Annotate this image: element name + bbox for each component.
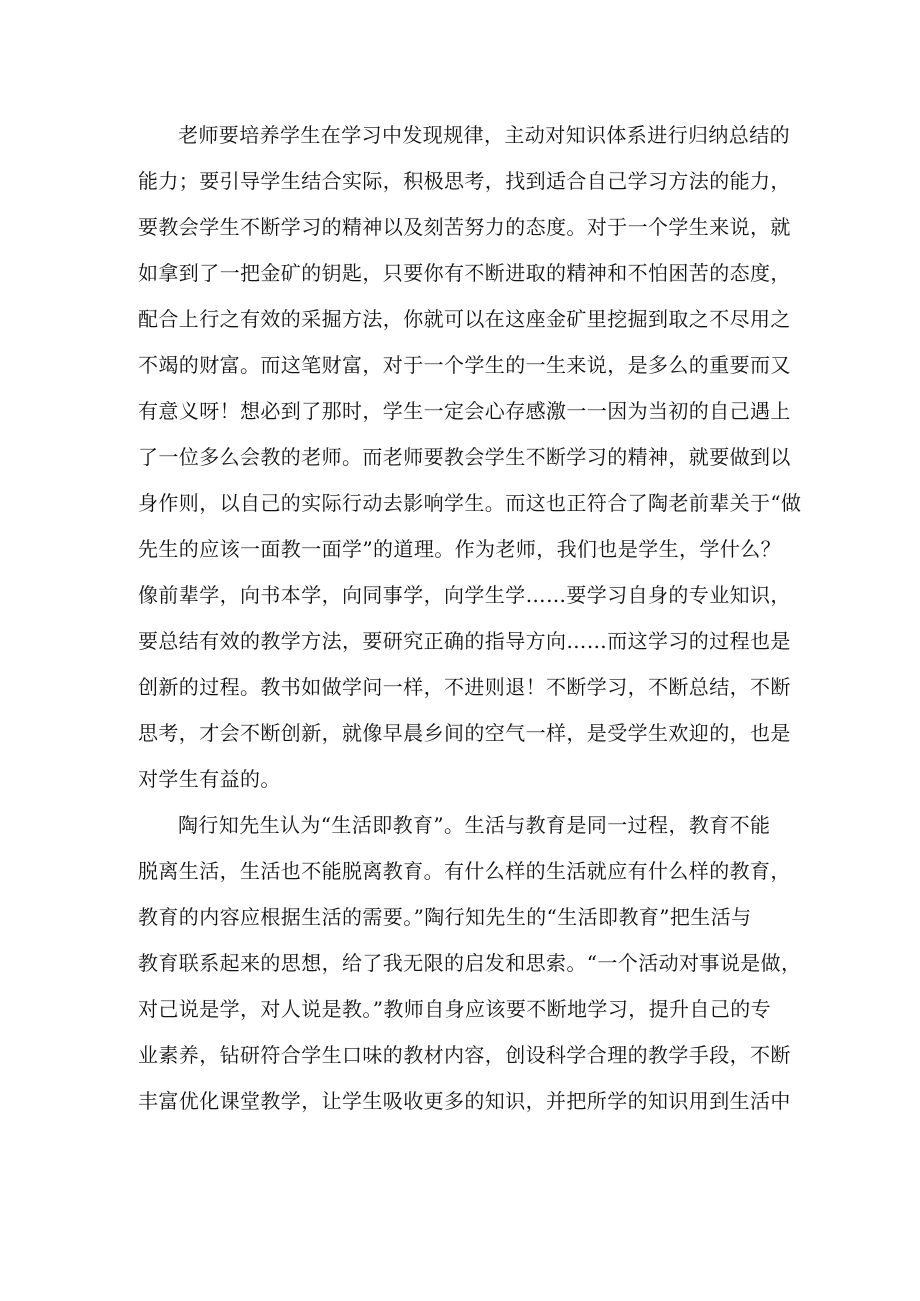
text-line: 能力；要引导学生结合实际，积极思考，找到适合自己学习方法的能力， [138, 169, 791, 193]
text-line: 业素养，钻研符合学生口味的教材内容，创设科学合理的教学手段，不断 [138, 1043, 791, 1067]
text-line: 丰富优化课堂教学，让学生吸收更多的知识，并把所学的知识用到生活中 [138, 1089, 791, 1113]
text-line: 了一位多么会教的老师。而老师要教会学生不断学习的精神，就要做到以 [138, 445, 791, 469]
document-body [138, 112, 803, 1124]
text-line: 身作则，以自己的实际行动去影响学生。而这也正符合了陶老前辈关于“做 [138, 491, 802, 515]
text-line: 有意义呀！想必到了那时，学生一定会心存感激一一因为当初的自己遇上 [138, 399, 791, 423]
text-line: 像前辈学，向书本学，向同事学，向学生学……要学习自身的专业知识， [138, 583, 791, 607]
text-line: 要总结有效的教学方法，要研究正确的指导方向……而这学习的过程也是 [138, 629, 791, 653]
text-line: 配合上行之有效的采掘方法，你就可以在这座金矿里挖掘到取之不尽用之 [138, 307, 791, 331]
text-line: 教育联系起来的思想，给了我无限的启发和思索。“一个活动对事说是做， [138, 951, 802, 975]
text-line: 不竭的财富。而这笔财富，对于一个学生的一生来说，是多么的重要而又 [138, 353, 791, 377]
paragraph [138, 802, 803, 1124]
text-line: 要教会学生不断学习的精神以及刻苦努力的态度。对于一个学生来说，就 [138, 215, 791, 239]
text-line: 对己说是学，对人说是教。”教师自身应该要不断地学习，提升自己的专 [138, 997, 772, 1021]
text-line: 教育的内容应根据生活的需要。”陶行知先生的“生活即教育”把生活与 [138, 905, 752, 929]
text-line: 创新的过程。教书如做学问一样，不进则退！不断学习，不断总结，不断 [138, 675, 791, 699]
text-line: 陶行知先生认为“生活即教育”。生活与教育是同一过程，教育不能 [178, 813, 771, 837]
text-line: 对学生有益的。 [138, 767, 281, 791]
text-line: 思考，才会不断创新，就像早晨乡间的空气一样，是受学生欢迎的，也是 [138, 721, 791, 745]
text-line: 脱离生活，生活也不能脱离教育。有什么样的生活就应有什么样的教育， [138, 859, 791, 883]
text-line: 先生的应该一面教一面学”的道理。作为老师，我们也是学生，学什么？ [138, 537, 782, 561]
text-line: 如拿到了一把金矿的钥匙，只要你有不断进取的精神和不怕困苦的态度， [138, 261, 791, 285]
text-line: 老师要培养学生在学习中发现规律，主动对知识体系进行归纳总结的 [178, 123, 790, 147]
paragraph [138, 112, 803, 802]
